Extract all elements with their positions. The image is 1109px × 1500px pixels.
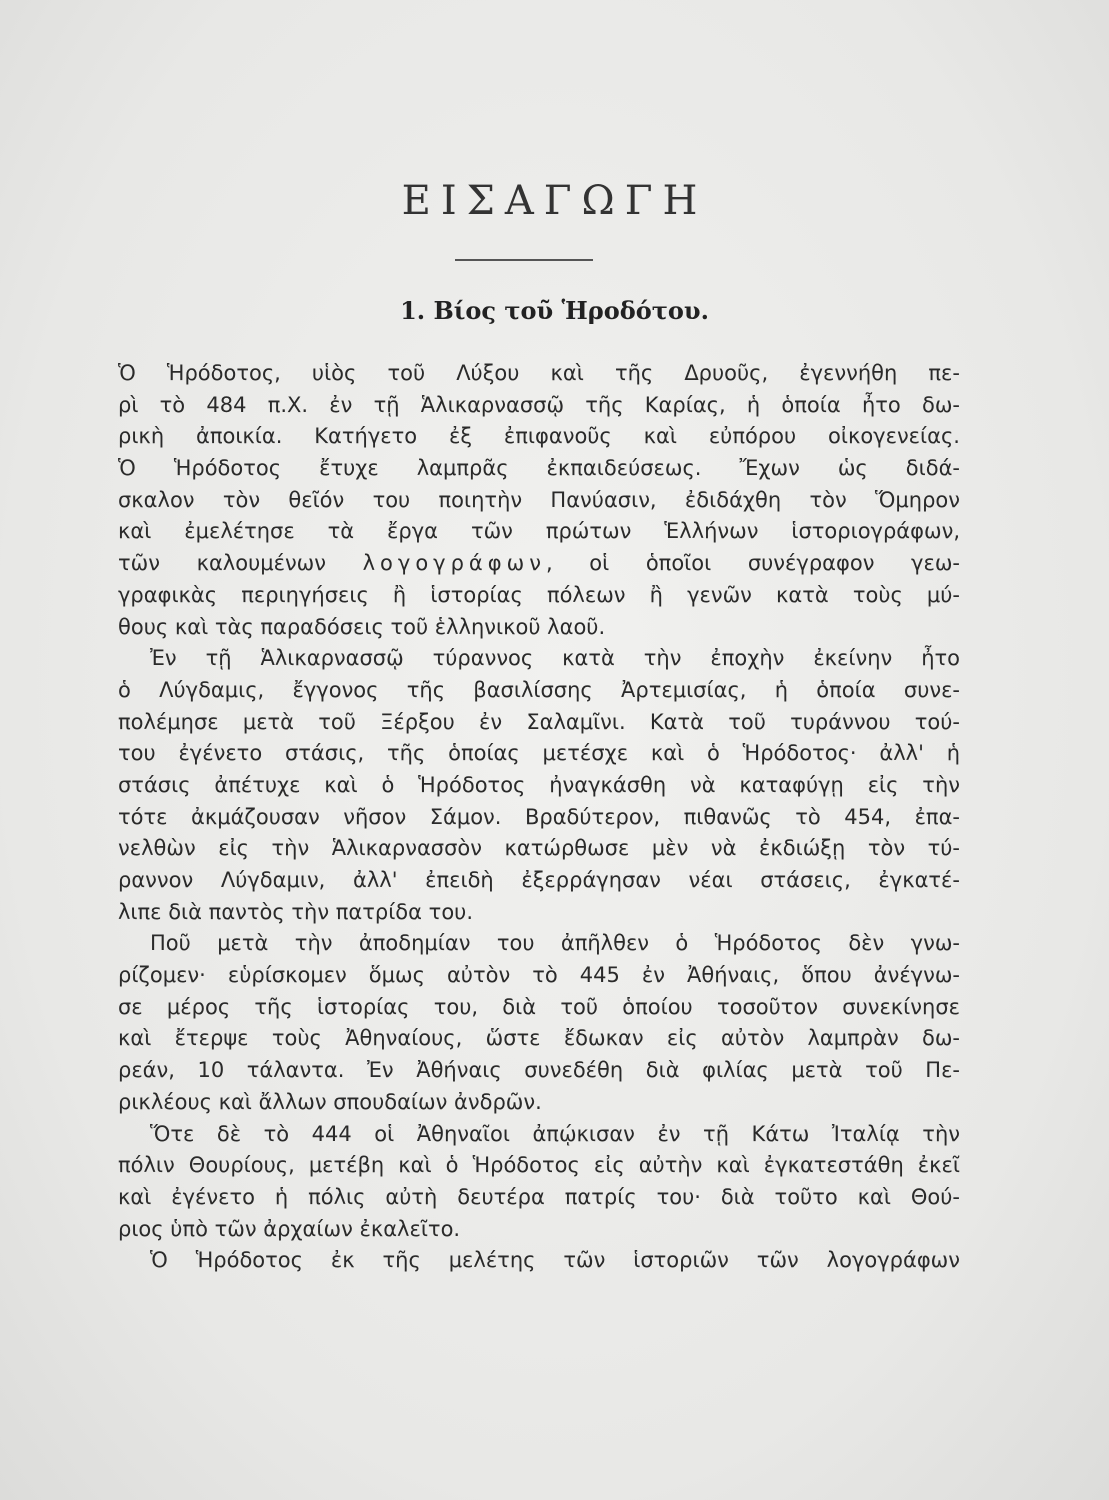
text-line: σκαλον τὸν θεῖόν του ποιητὴν Πανύασιν, ἐδιδάχθη τὸν Ὅμηρον (118, 487, 960, 512)
text-line: καὶ ἔτερψε τοὺς Ἀθηναίους, ὥστε ἔδωκαν εἰς αὐτὸν λαμπρὰν δω- (118, 1026, 960, 1051)
text-line: Ποῦ μετὰ τὴν ἀποδημίαν του ἀπῆλθεν ὁ Ἡρόδοτος δὲν γνω- (150, 931, 960, 956)
text-line: ρικὴ ἀποικία. Κατήγετο ἐξ ἐπιφανοῦς καὶ εὐπόρου οἰκογενείας. (118, 424, 960, 449)
text-line: Ὁ Ἡρόδοτος ἐκ τῆς μελέτης τῶν ἱστοριῶν τῶν λογογράφων (150, 1248, 960, 1273)
text-line: ρεάν, 10 τάλαντα. Ἐν Ἀθήναις συνεδέθη διὰ φιλίας μετὰ τοῦ Πε- (118, 1058, 960, 1083)
text-line: καὶ ἐγένετο ἡ πόλις αὐτὴ δευτέρα πατρίς του· διὰ τοῦτο καὶ Θού- (118, 1184, 960, 1209)
text-line: ριος ὑπὸ τῶν ἀρχαίων ἐκαλεῖτο. (118, 1216, 461, 1241)
text-line: πολέμησε μετὰ τοῦ Ξέρξου ἐν Σαλαμῖνι. Κατὰ τοῦ τυράννου τού- (118, 709, 960, 734)
text-line: θους καὶ τὰς παραδόσεις τοῦ ἑλληνικοῦ λαοῦ. (118, 614, 606, 639)
text-line: ραννον Λύγδαμιν, ἀλλ' ἐπειδὴ ἐξερράγησαν νέαι στάσεις, ἐγκατέ- (118, 868, 960, 892)
chapter-heading: ΕΙΣΑΓΩΓΗ (401, 178, 708, 224)
text-line: Ὅτε δὲ τὸ 444 οἱ Ἀθηναῖοι ἀπῴκισαν ἐν τῇ Κάτω Ἰταλίᾳ τὴν (150, 1121, 960, 1146)
text-line: ρίζομεν· εὑρίσκομεν ὅμως αὐτὸν τὸ 445 ἐν Ἀθήναις, ὅπου ἀνέγνω- (118, 963, 960, 988)
text-line: λιπε διὰ παντὸς τὴν πατρίδα του. (118, 899, 473, 924)
heading-rule (455, 259, 593, 261)
text-fragment: , οἱ ὁποῖοι συνέγραφον γεω- (545, 551, 960, 576)
text-fragment: τῶν καλουμένων (118, 551, 326, 576)
text-line: γραφικὰς περιηγήσεις ἢ ἱστορίας πόλεων ἢ γενῶν κατὰ τοὺς μύ- (118, 582, 960, 607)
text-line: νελθὼν εἰς τὴν Ἁλικαρνασσὸν κατώρθωσε μὲν νὰ ἐκδιώξῃ τὸν τύ- (118, 836, 960, 861)
text-line: ὁ Λύγδαμις, ἔγγονος τῆς βασιλίσσης Ἀρτεμισίας, ἡ ὁποία συνε- (118, 677, 960, 702)
text-line: καὶ ἐμελέτησε τὰ ἔργα τῶν πρώτων Ἑλλήνων ἱστοριογράφων, (118, 519, 960, 544)
emphasized-term: λογογράφων (362, 551, 546, 576)
text-line: του ἐγένετο στάσις, τῆς ὁποίας μετέσχε καὶ ὁ Ἡρόδοτος· ἀλλ' ἡ (118, 741, 960, 766)
text-line: ρὶ τὸ 484 π.Χ. ἐν τῇ Ἁλικαρνασσῷ τῆς Καρίας, ἡ ὁποία ἦτο δω- (118, 392, 960, 417)
text-line: Ἐν τῇ Ἁλικαρνασσῷ τύραννος κατὰ τὴν ἐποχὴν ἐκείνην ἦτο (150, 646, 960, 671)
text-line: σε μέρος τῆς ἱστορίας του, διὰ τοῦ ὁποίου τοσοῦτον συνεκίνησε (118, 994, 960, 1019)
text-line: στάσις ἀπέτυχε καὶ ὁ Ἡρόδοτος ἠναγκάσθη νὰ καταφύγῃ εἰς τὴν (118, 772, 960, 797)
text-line: Ὁ Ἡρόδοτος ἔτυχε λαμπρᾶς ἐκπαιδεύσεως. Ἔχων ὡς διδά- (118, 456, 960, 481)
text-line: ρικλέους καὶ ἄλλων σπουδαίων ἀνδρῶν. (118, 1089, 542, 1114)
text-line (118, 548, 960, 580)
body-text (118, 358, 960, 1277)
text-line: τότε ἀκμάζουσαν νῆσον Σάμον. Βραδύτερον, πιθανῶς τὸ 454, ἐπα- (118, 804, 960, 829)
text-line: πόλιν Θουρίους, μετέβη καὶ ὁ Ἡρόδοτος εἰς αὐτὴν καὶ ἐγκατεστάθη ἐκεῖ (118, 1153, 960, 1178)
section-title: 1. Βίος τοῦ Ἡροδότου. (400, 296, 709, 325)
text-line: Ὁ Ἡρόδοτος, υἱὸς τοῦ Λύξου καὶ τῆς Δρυοῦς, ἐγεννήθη πε- (118, 361, 960, 385)
